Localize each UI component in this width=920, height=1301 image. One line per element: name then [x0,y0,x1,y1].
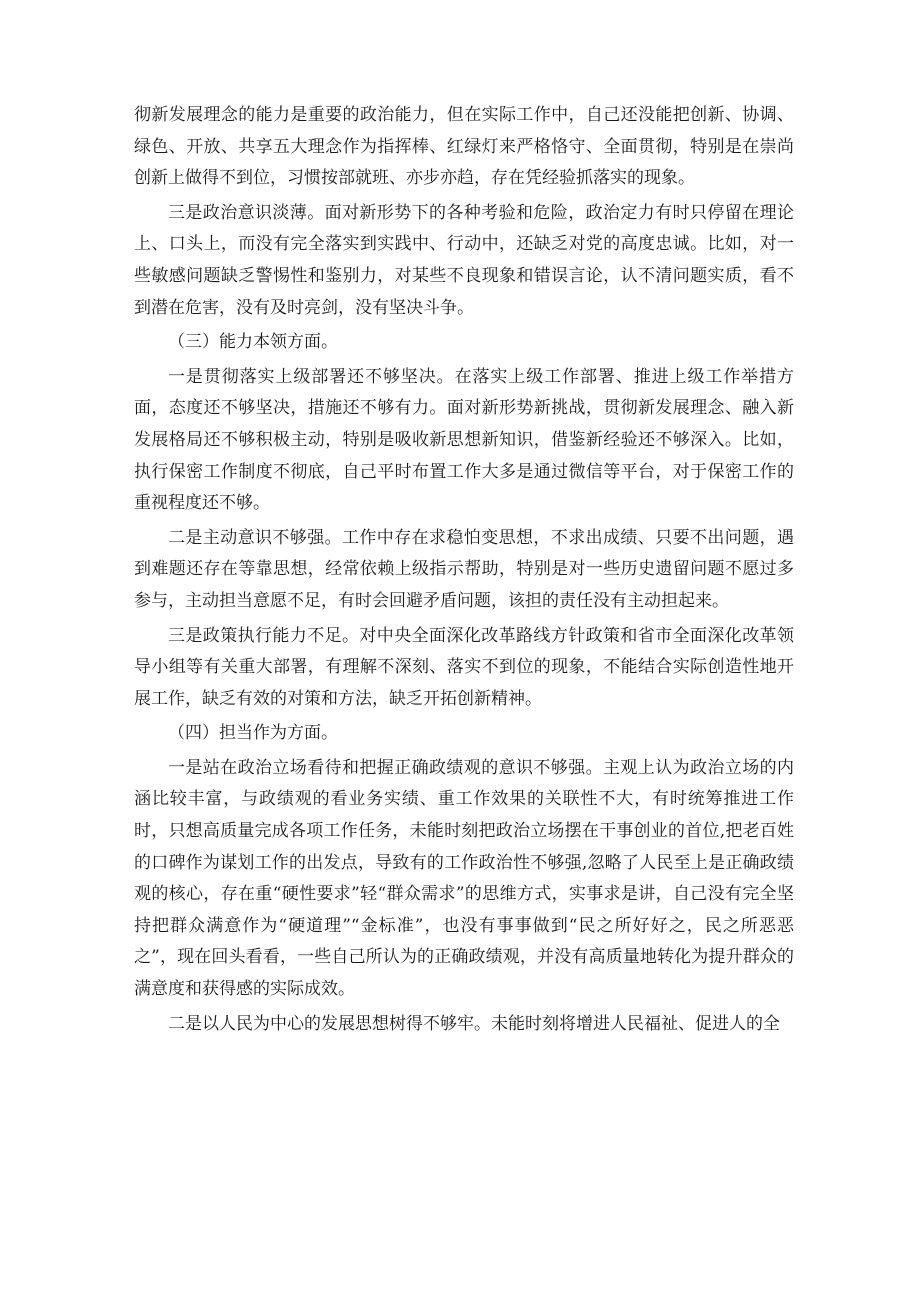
section-heading-ability: （三）能力本领方面。 [168,332,338,353]
paragraph-political-awareness: 三是政治意识淡薄。面对新形势下的各种考验和危险，政治定力有时只停留在理论上、口头上，而没有完全落实到实践中、行动中，还缺乏对党的高度忠诚。比如，对一些敏感问题缺乏警惕性和鉴别力，对某些不良现象和错误言论，认不清问题实质，看不到潜在危害，没有及时亮剑，没有坚决斗争。 [134,202,794,318]
paragraph-continued: 彻新发展理念的能力是重要的政治能力，但在实际工作中，自己还没能把创新、协调、绿色、开放、共享五大理念作为指挥棒、红绿灯来严格恪守、全面贯彻，特别是在崇尚创新上做得不到位，习惯按部就班、亦步亦趋，存在凭经验抓落实的现象。 [134,105,794,189]
document-body [134,100,794,1040]
paragraph-implementation: 一是贯彻落实上级部署还不够坚决。在落实上级工作部署、推进上级工作举措方面，态度还不够坚决，措施还不够有力。面对新形势新挑战，贯彻新发展理念、融入新发展格局还不够积极主动，特别是吸收新思想新知识，借鉴新经验还不够深入。比如，执行保密工作制度不彻底，自己平时布置工作大多是通过微信等平台，对于保密工作的重视程度还不够。 [134,366,794,514]
section-heading-responsibility: （四）担当作为方面。 [168,723,338,744]
paragraph-policy-execution: 三是政策执行能力不足。对中央全面深化改革路线方针政策和省市全面深化改革领导小组等有关重大部署，有理解不深刻、落实不到位的现象，不能结合实际创造性地开展工作，缺乏有效的对策和方法，缺乏开拓创新精神。 [134,625,794,709]
paragraph-initiative: 二是主动意识不够强。工作中存在求稳怕变思想，不求出成绩、只要不出问题，遇到难题还存在等靠思想，经常依赖上级指示帮助，特别是对一些历史遗留问题不愿过多参与，主动担当意愿不足，有时会回避矛盾问题，该担的责任没有主动担起来。 [134,527,794,611]
paragraph-political-stance: 一是站在政治立场看待和把握正确政绩观的意识不够强。主观上认为政治立场的内涵比较丰富，与政绩观的看业务实绩、重工作效果的关联性不大，有时统筹推进工作时，只想高质量完成各项工作任务，未能时刻把政治立场摆在干事创业的首位,把老百姓的口碑作为谋划工作的出发点，导致有的工作政治性不够强,忽略了人民至上是正确政绩观的核心，存在重“硬性要求”轻“群众需求”的思维方式，实事求是讲，自己没有完全坚持把群众满意作为“硬道理”“金标准”，也没有事事做到“民之所好好之，民之所恶恶之”，现在回头看看，一些自己所认为的正确政绩观，并没有高质量地转化为提升群众的满意度和获得感的实际成效。 [134,757,794,1000]
paragraph-people-centered: 二是以人民为中心的发展思想树得不够牢。未能时刻将增进人民福祉、促进人的全 [168,1013,780,1034]
